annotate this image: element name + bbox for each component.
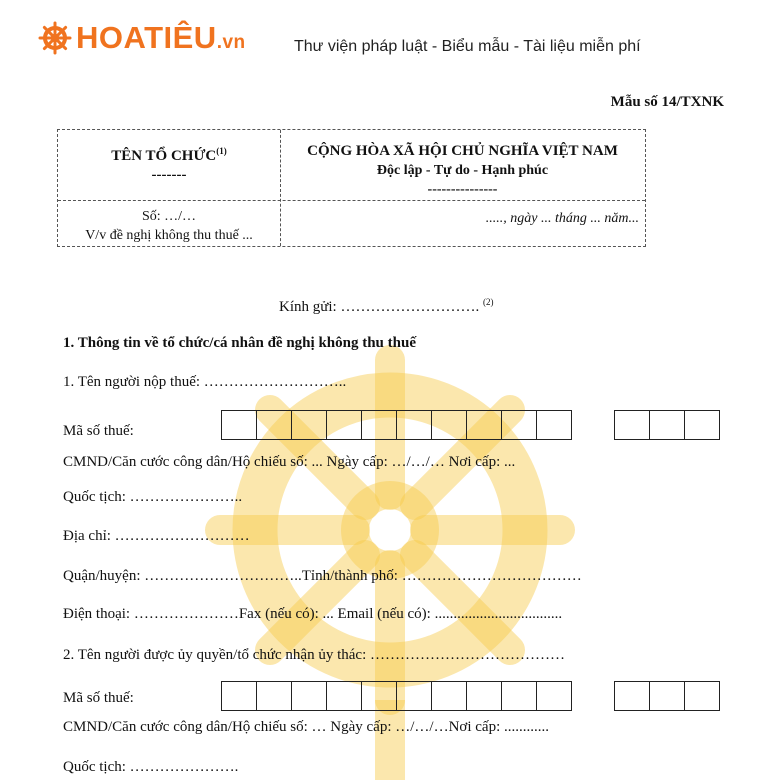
tax-code-digit-box[interactable] <box>466 681 502 711</box>
tax-code-boxes[interactable] <box>222 410 572 440</box>
tax-code-digit-box[interactable] <box>361 681 397 711</box>
tax-code-digit-box[interactable] <box>326 410 362 440</box>
brand-name: HOATIÊU.vn <box>76 20 246 55</box>
tax-code-digit-box[interactable] <box>536 681 572 711</box>
district-province-line: Quận/huyện: …………………………..Tỉnh/thành phố: ……………………………… <box>63 568 582 584</box>
tax-code-digit-box[interactable] <box>326 681 362 711</box>
hoatieu-logo[interactable] <box>38 20 246 56</box>
tax-code-digit-box[interactable] <box>396 681 432 711</box>
document-date-cell: ....., ngày ... tháng ... năm... <box>485 211 639 226</box>
document-header-table <box>57 129 646 247</box>
site-tagline: Thư viện pháp luật - Biểu mẫu - Tài liệu miễn phí <box>294 38 641 55</box>
taxpayer-name-line: 1. Tên người nộp thuế: ……………………….. <box>63 374 347 390</box>
tax-code-suffix-boxes[interactable] <box>615 410 720 440</box>
address-line: Địa chỉ: ……………………… <box>63 528 250 544</box>
tax-code-digit-box[interactable] <box>396 410 432 440</box>
tax-code-label-2: Mã số thuế: <box>63 690 134 706</box>
tax-code-label: Mã số thuế: <box>63 423 134 439</box>
authorized-person-line: 2. Tên người được ủy quyền/tổ chức nhận ủy thác: ………………………………… <box>63 647 565 663</box>
tax-code-digit-box[interactable] <box>256 681 292 711</box>
tax-code-digit-box[interactable] <box>431 410 467 440</box>
nationality-line: Quốc tịch: ………………….. <box>63 489 243 505</box>
tax-code-boxes-2[interactable] <box>222 681 572 711</box>
tax-code-suffix-box[interactable] <box>684 410 720 440</box>
tax-code-digit-box[interactable] <box>221 410 257 440</box>
tax-code-suffix-box[interactable] <box>684 681 720 711</box>
tax-code-suffix-box[interactable] <box>649 681 685 711</box>
tax-code-digit-box[interactable] <box>361 410 397 440</box>
ship-wheel-icon <box>38 21 72 55</box>
table-divider-horizontal <box>58 200 645 201</box>
tax-code-suffix-boxes-2[interactable] <box>615 681 720 711</box>
nationality-line-2: Quốc tịch: …………………. <box>63 759 239 775</box>
tax-code-digit-box[interactable] <box>501 410 537 440</box>
tax-code-digit-box[interactable] <box>431 681 467 711</box>
id-document-line-2: CMND/Căn cước công dân/Hộ chiếu số: … Ngày cấp: …/…/…Nơi cấp: ............ <box>63 719 549 735</box>
tax-code-digit-box[interactable] <box>501 681 537 711</box>
tax-code-suffix-box[interactable] <box>649 410 685 440</box>
id-document-line: CMND/Căn cước công dân/Hộ chiếu số: ... Ngày cấp: …/…/… Nơi cấp: ... <box>63 454 516 470</box>
tax-code-digit-box[interactable] <box>536 410 572 440</box>
organization-name-cell: TÊN TỔ CHỨC$^{(1)}$ ------- <box>111 146 227 183</box>
tax-code-digit-box[interactable] <box>221 681 257 711</box>
salutation: Kính gửi: ………………………. $^{(2)}$ <box>279 297 494 315</box>
tax-code-suffix-box[interactable] <box>614 410 650 440</box>
tax-code-digit-box[interactable] <box>291 410 327 440</box>
tax-code-digit-box[interactable] <box>466 410 502 440</box>
document-number-cell: Số: …/… V/v đề nghị không thu thuế ... <box>85 209 253 243</box>
ship-wheel-watermark <box>205 330 575 780</box>
section-1-title: 1. Thông tin về tổ chức/cá nhân đề nghị không thu thuế <box>63 335 416 351</box>
form-code: Mẫu số 14/TXNK <box>610 94 724 110</box>
tax-code-digit-box[interactable] <box>291 681 327 711</box>
tax-code-digit-box[interactable] <box>256 410 292 440</box>
national-motto-cell: CỘNG HÒA XÃ HỘI CHỦ NGHĨA VIỆT NAM Độc lập - Tự do - Hạnh phúc --------------- <box>307 143 618 197</box>
contact-line: Điện thoại: …………………Fax (nếu có): ... Email (nếu có): .................................. <box>63 606 563 622</box>
tax-code-suffix-box[interactable] <box>614 681 650 711</box>
